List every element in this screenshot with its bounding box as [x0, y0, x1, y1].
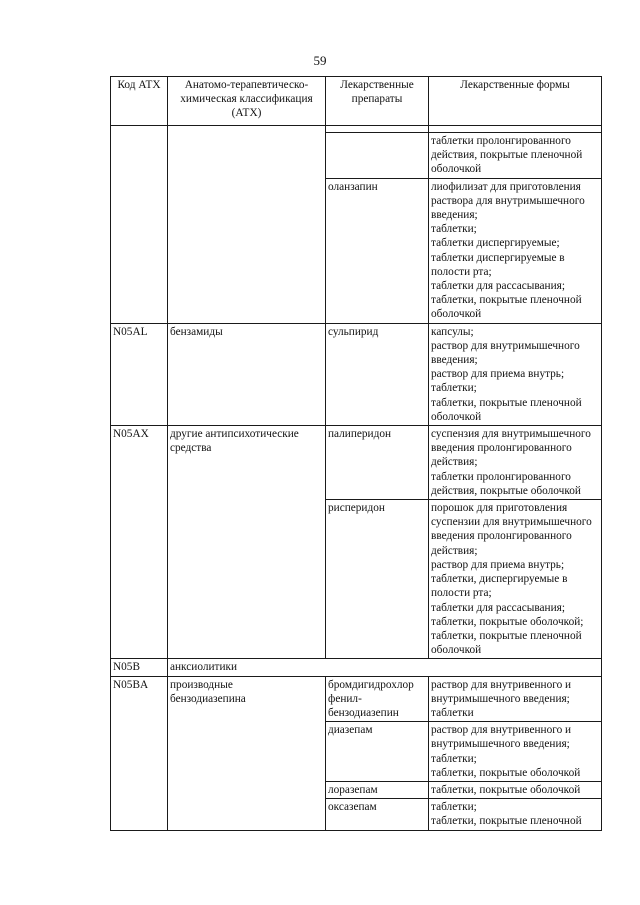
- table-header-row: [111, 77, 602, 126]
- cell-classification: производные бензодиазепина: [168, 676, 326, 830]
- cell-dosage-forms: суспензия для внутримышечного введения пролонгированного действия; таблетки пролонгированного действия, покрытые оболочкой: [429, 426, 602, 500]
- cell-code: N05AX: [111, 426, 168, 659]
- cell-drug: рисперидон: [326, 500, 429, 659]
- cell-forms-blank: [429, 126, 602, 133]
- cell-dosage-forms: лиофилизат для приготовления раствора для внутримышечного введения; таблетки; таблетки диспергируемые; таблетки диспергируемые в полости рта; таблетки для рассасывания; таблетки, покрытые пленочной оболочкой: [429, 178, 602, 323]
- cell-code: N05BA: [111, 676, 168, 830]
- page-number: 59: [313, 53, 327, 68]
- table-row: [111, 676, 602, 722]
- cell-drug: диазепам: [326, 722, 429, 782]
- table-row: [111, 426, 602, 500]
- cell-dosage-forms: порошок для приготовления суспензии для внутримышечного введения пролонгированного действия; раствор для приема внутрь; таблетки, диспергируемые в полости рта; таблетки для рассасывания; таблетки, покрытые оболочкой; таблетки, покрытые пленочной оболочкой: [429, 500, 602, 659]
- table-row: [111, 323, 602, 425]
- cell-dosage-forms: таблетки пролонгированного действия, покрытые пленочной оболочкой: [429, 133, 602, 179]
- cell-drug: [326, 133, 429, 179]
- cell-dosage-forms: таблетки; таблетки, покрытые пленочной: [429, 799, 602, 830]
- cell-classification: [168, 126, 326, 324]
- header-drugs: Лекарственные препараты: [326, 77, 429, 126]
- cell-dosage-forms: раствор для внутривенного и внутримышечного введения; таблетки; таблетки, покрытые оболочкой: [429, 722, 602, 782]
- cell-code: N05B: [111, 659, 168, 676]
- cell-dosage-forms: таблетки, покрытые оболочкой: [429, 781, 602, 798]
- cell-classification: другие антипсихотические средства: [168, 426, 326, 659]
- cell-code: N05AL: [111, 323, 168, 425]
- header-code: Код АТХ: [111, 77, 168, 126]
- cell-classification: бензамиды: [168, 323, 326, 425]
- cell-drug: сульпирид: [326, 323, 429, 425]
- atx-classification-table: [110, 76, 602, 831]
- header-classification: Анатомо-терапевтическо- химическая классификация (АТХ): [168, 77, 326, 126]
- cell-drug: оланзапин: [326, 178, 429, 323]
- cell-code: [111, 126, 168, 324]
- cell-drug-blank: [326, 126, 429, 133]
- cell-dosage-forms: капсулы; раствор для внутримышечного введения; раствор для приема внутрь; таблетки; таблетки, покрытые пленочной оболочкой: [429, 323, 602, 425]
- cell-drug: оксазепам: [326, 799, 429, 830]
- cell-drug: лоразепам: [326, 781, 429, 798]
- cell-drug: бромдигидрохлор фенил- бензодиазепин: [326, 676, 429, 722]
- cell-dosage-forms: раствор для внутривенного и внутримышечного введения; таблетки: [429, 676, 602, 722]
- cell-drug: палиперидон: [326, 426, 429, 500]
- table-row: [111, 126, 602, 133]
- table-row: [111, 659, 602, 676]
- cell-classification: анксиолитики: [168, 659, 602, 676]
- header-dosage-forms: Лекарственные формы: [429, 77, 602, 126]
